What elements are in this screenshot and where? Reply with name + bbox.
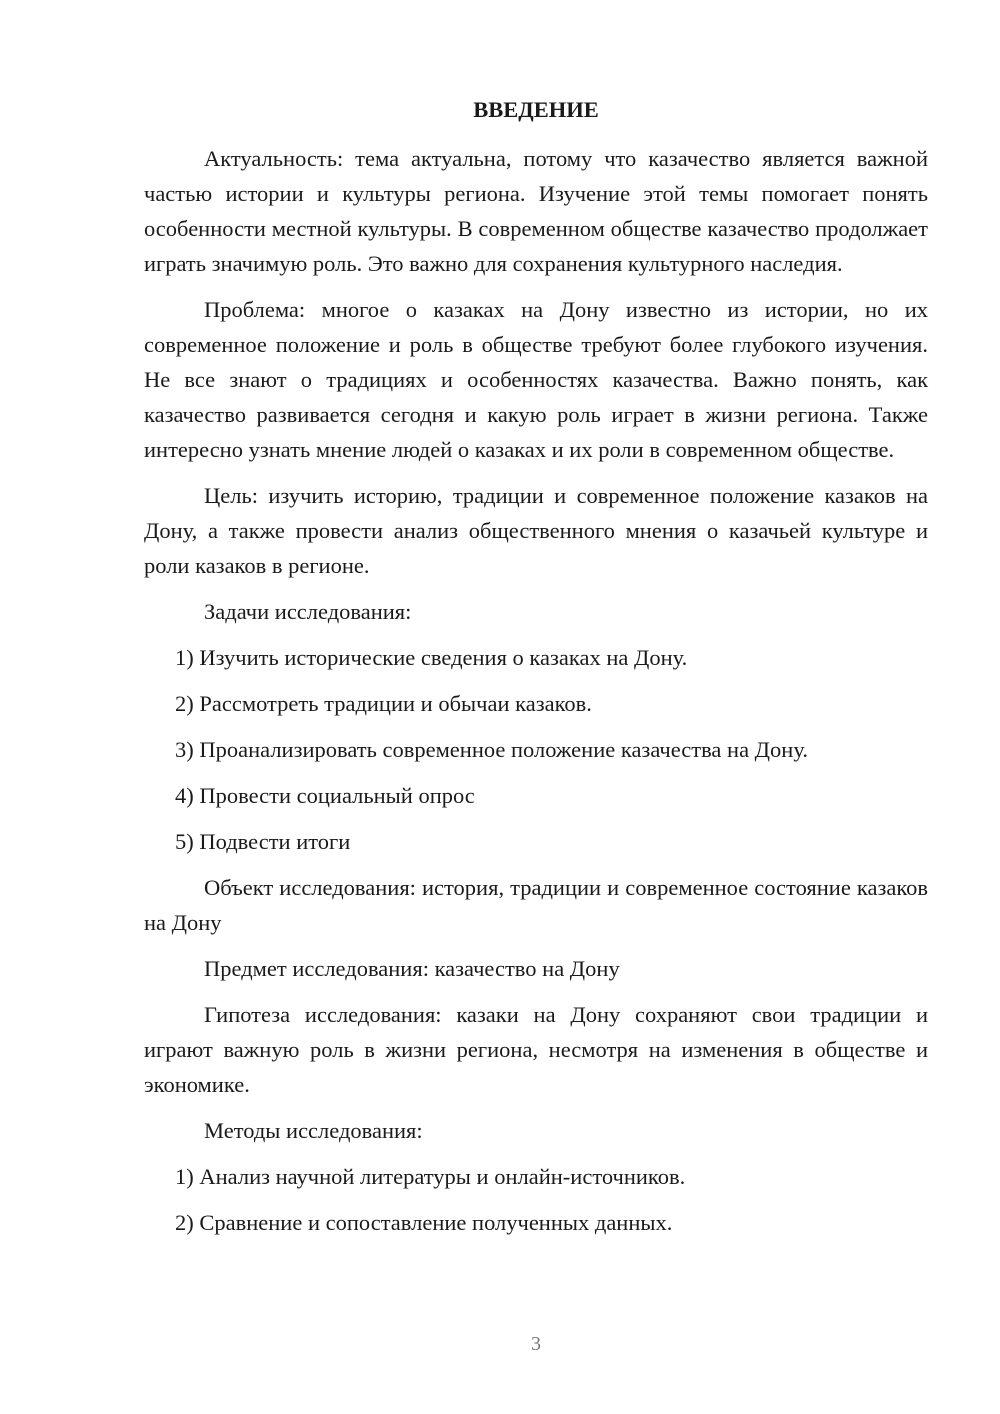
list-item: 1) Анализ научной литературы и онлайн-источников. (175, 1164, 686, 1189)
tasks-title: Задачи исследования: (204, 599, 412, 624)
document-page (144, 92, 928, 1251)
relevance-paragraph: Актуальность: тема актуальна, потому что казачество является важной частью истории и культуры региона. Изучение этой темы помогает понять особенности местной культуры. В современном обществе казачество продолжает играть значимую роль. Это важно для сохранения культурного наследия. (144, 146, 928, 276)
list-item: 2) Рассмотреть традиции и обычаи казаков. (175, 691, 592, 716)
list-item: 2) Сравнение и сопоставление полученных данных. (175, 1210, 673, 1235)
list-item: 3) Проанализировать современное положение казачества на Дону. (175, 737, 808, 762)
tasks-list (144, 640, 928, 859)
methods-list (144, 1159, 928, 1240)
section-heading: ВВЕДЕНИЕ (473, 97, 599, 122)
list-item: 1) Изучить исторические сведения о казаках на Дону. (175, 645, 688, 670)
hypothesis-paragraph: Гипотеза исследования: казаки на Дону сохраняют свои традиции и играют важную роль в жизни региона, несмотря на изменения в обществе и экономике. (144, 1002, 928, 1097)
list-item: 4) Провести социальный опрос (175, 783, 475, 808)
subject-paragraph: Предмет исследования: казачество на Дону (204, 956, 620, 981)
object-paragraph: Объект исследования: история, традиции и современное состояние казаков на Дону (144, 875, 928, 935)
page-number: 3 (531, 1333, 541, 1355)
methods-title: Методы исследования: (204, 1118, 423, 1143)
goal-paragraph: Цель: изучить историю, традиции и современное положение казаков на Дону, а также провести анализ общественного мнения о казачьей культуре и роли казаков в регионе. (144, 483, 928, 578)
problem-paragraph: Проблема: многое о казаках на Дону известно из истории, но их современное положение и роль в обществе требуют более глубокого изучения. Не все знают о традициях и особенностях казачества. Важно понять, как казачество развивается сегодня и какую роль играет в жизни региона. Также интересно узнать мнение людей о казаках и их роли в современном обществе. (144, 297, 928, 462)
list-item: 5) Подвести итоги (175, 829, 351, 854)
